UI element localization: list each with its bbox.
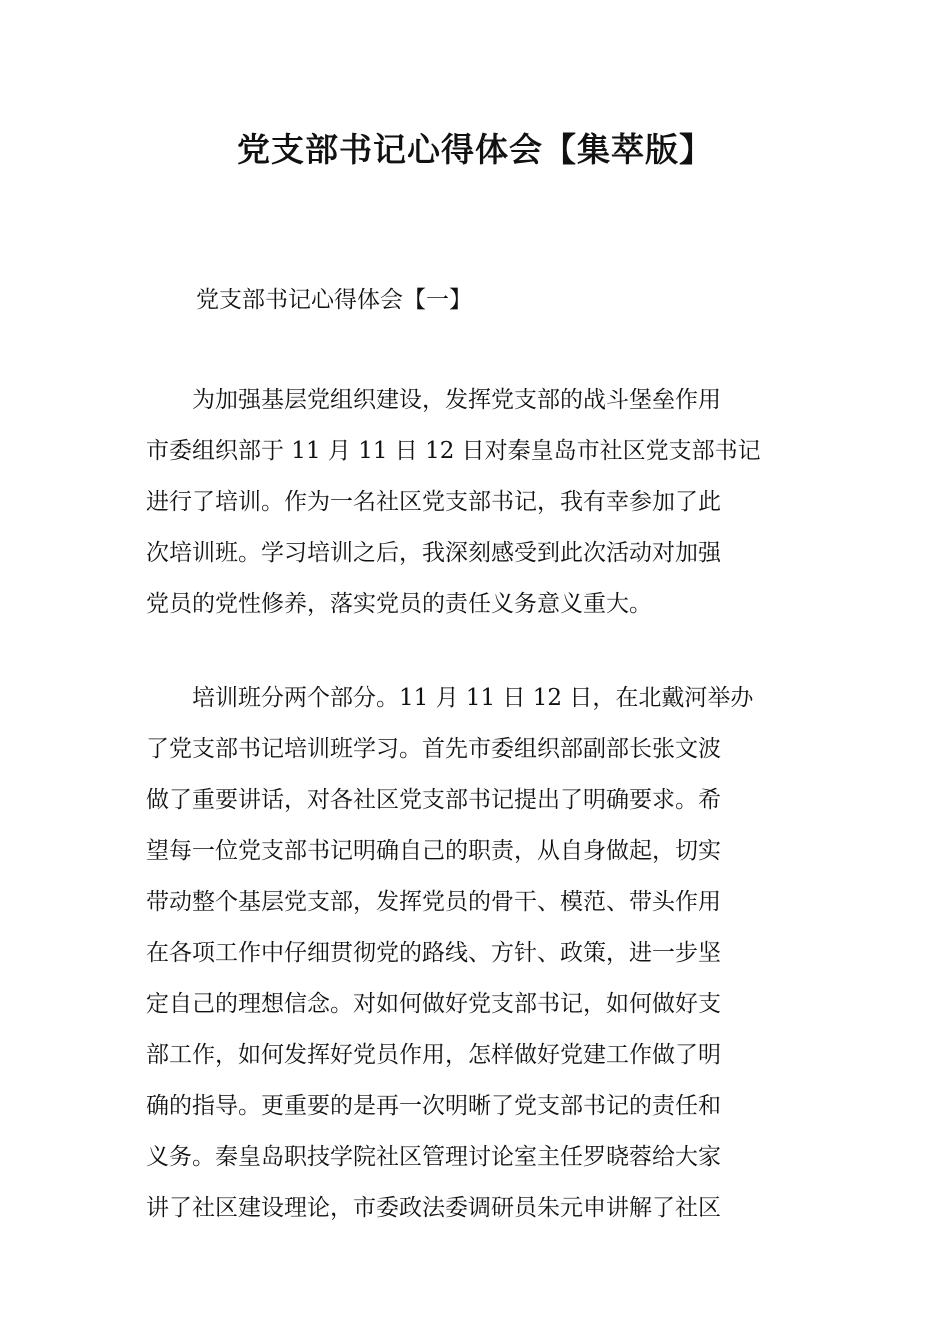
paragraph-line: 进行了培训。作为一名社区党支部书记，我有幸参加了此 xyxy=(146,489,721,515)
paragraph-line: 义务。秦皇岛职技学院社区管理讨论室主任罗晓蓉给大家 xyxy=(146,1144,721,1170)
paragraph-1 xyxy=(146,375,810,630)
paragraph-line: 市委组织部于 11 月 11 日 12 日对秦皇岛市社区党支部书记 xyxy=(146,438,761,464)
paragraph-line: 望每一位党支部书记明确自己的职责，从自身做起，切实 xyxy=(146,838,721,864)
paragraph-line: 部工作，如何发挥好党员作用，怎样做好党建工作做了明 xyxy=(146,1042,721,1068)
paragraph-line: 培训班分两个部分。11 月 11 日 12 日，在北戴河举办 xyxy=(146,685,754,711)
paragraph-line: 为加强基层党组织建设，发挥党支部的战斗堡垒作用 xyxy=(146,387,721,413)
paragraph-line: 定自己的理想信念。对如何做好党支部书记，如何做好支 xyxy=(146,991,721,1017)
paragraph-line: 做了重要讲话，对各社区党支部书记提出了明确要求。希 xyxy=(146,787,721,813)
paragraph-line: 次培训班。学习培训之后，我深刻感受到此次活动对加强 xyxy=(146,540,721,566)
paragraph-line: 确的指导。更重要的是再一次明晰了党支部书记的责任和 xyxy=(146,1093,721,1119)
section-heading: 党支部书记心得体会【一】 xyxy=(196,287,472,313)
paragraph-line: 带动整个基层党支部，发挥党员的骨干、模范、带头作用 xyxy=(146,889,721,915)
document-title: 党支部书记心得体会【集萃版】 xyxy=(237,130,713,169)
paragraph-line: 讲了社区建设理论，市委政法委调研员朱元申讲解了社区 xyxy=(146,1195,721,1221)
paragraph-line: 在各项工作中仔细贯彻党的路线、方针、政策，进一步坚 xyxy=(146,940,721,966)
paragraph-line: 党员的党性修养，落实党员的责任义务意义重大。 xyxy=(146,591,652,617)
paragraph-2 xyxy=(146,673,810,1234)
paragraph-line: 了党支部书记培训班学习。首先市委组织部副部长张文波 xyxy=(146,736,721,762)
